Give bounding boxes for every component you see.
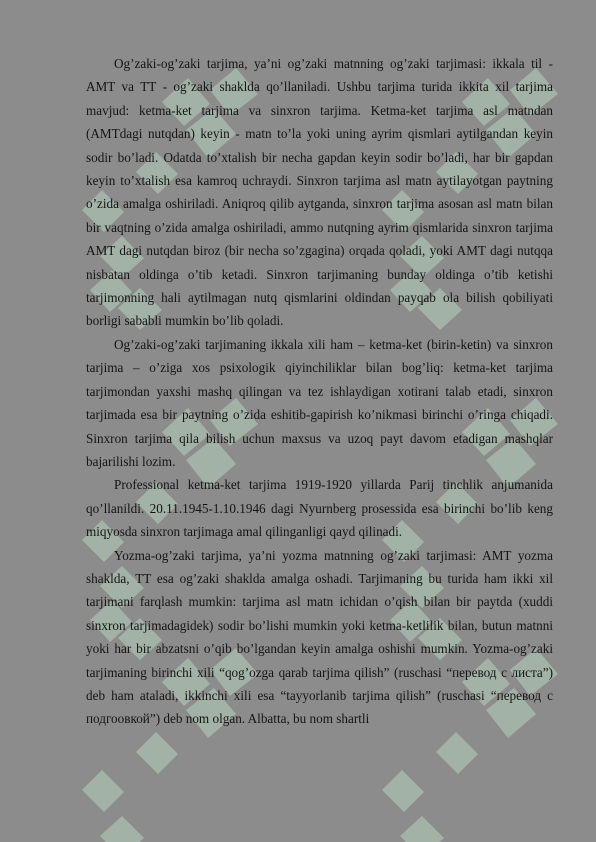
paragraph: Professional ketma-ket tarjima 1919-1920 yillarda Parij tinchlik anjumanida qo’llanildi. 20.11.1945-1.10.1946 dagi Nyurnberg prosessida esa birinchi bo’lib keng miqyosda sinxron tarjimaga amal qilinganligi qayd qilinadi. <box>86 477 553 540</box>
paragraph: Og’zaki-og’zaki tarjima, ya’ni og’zaki matnning og’zaki tarjimasi: ikkala til - AMT va TT - og’zaki shaklda qo’llaniladi. Ushbu tarjima turida ikkita xil tarjima mavjud: ketma-ket tarjima va sinxron tarjima. Ketma-ket tarjima asl matndan (AMTdagi nutqdan) keyin - matn to’la yoki uning ayrim qismlari aytilgandan keyin sodir bo’ladi. Odatda to’xtalish bir necha gapdan keyin sodir bo’ladi, har bir gapdan keyin to’xtalish esa kamroq uchraydi. Sinxron tarjima asl matn aytilayotgan paytning o’zida amalga oshiriladi. Aniqroq qilib aytganda, sinxron tarjima asosan asl matn bilan bir vaqtning o’zida amalga oshiriladi, ammo nutqning ayrim qismlarida sinxron tarjima AMT dagi nutqdan biroz (bir necha so’zgagina) orqada qoladi, yoki AMT dagi nutqqa nisbatan oldinga o’tib ketadi. Sinxron tarjimaning bunday oldinga o’tib ketishi tarjimonning hali aytilmagan nutq qismlarini oldindan payqab ola bilish qobiliyati borligi sababli mumkin bo’lib qoladi. <box>86 56 553 329</box>
paragraph: Og’zaki-og’zaki tarjimaning ikkala xili ham – ketma-ket (birin-ketin) va sinxron tarjima – o’ziga xos psixologik qiyinchiliklar bilan bog’liq: ketma-ket tarjima tarjimondan yaxshi mashq qilingan va tez ishlaydigan xotirani talab etadi, sinxron tarjimada esa bir paytning o’zida eshitib-gapirish ko’nikmasi birinchi o’ringa chiqadi. Sinxron tarjima qila bilish uchun maxsus va uzoq payt davom etadigan mashqlar bajarilishi lozim. <box>86 336 553 469</box>
paragraph: Yozma-og’zaki tarjima, ya’ni yozma matnning og’zaki tarjimasi: AMT yozma shaklda, TT esa og’zaki shaklda amalga oshadi. Tarjimaning bu turida ham ikki xil tarjimani farqlash mumkin: tarjima asl matn ichidan o’qish bilan bir paytda (xuddi sinxron tarjimadagidek) sodir bo’lishi mumkin yoki ketma-ketlilik bilan, butun matnni yoki har bir abzatsni o’qib bo’lgandan keyin amalga oshishi mumkin. Yozma-og’zaki tarjimaning birinchi xili “qog’ozga qarab tarjima qilish” (ruschasi “перевод с листа”) deb ham ataladi, ikkinchi xili esa “tayyorlanib tarjima qilish” (ruschasi “перевод с подгоовкой”) deb nom olgan. Albatta, bu nom shartli <box>86 547 553 727</box>
body-text <box>86 52 553 731</box>
